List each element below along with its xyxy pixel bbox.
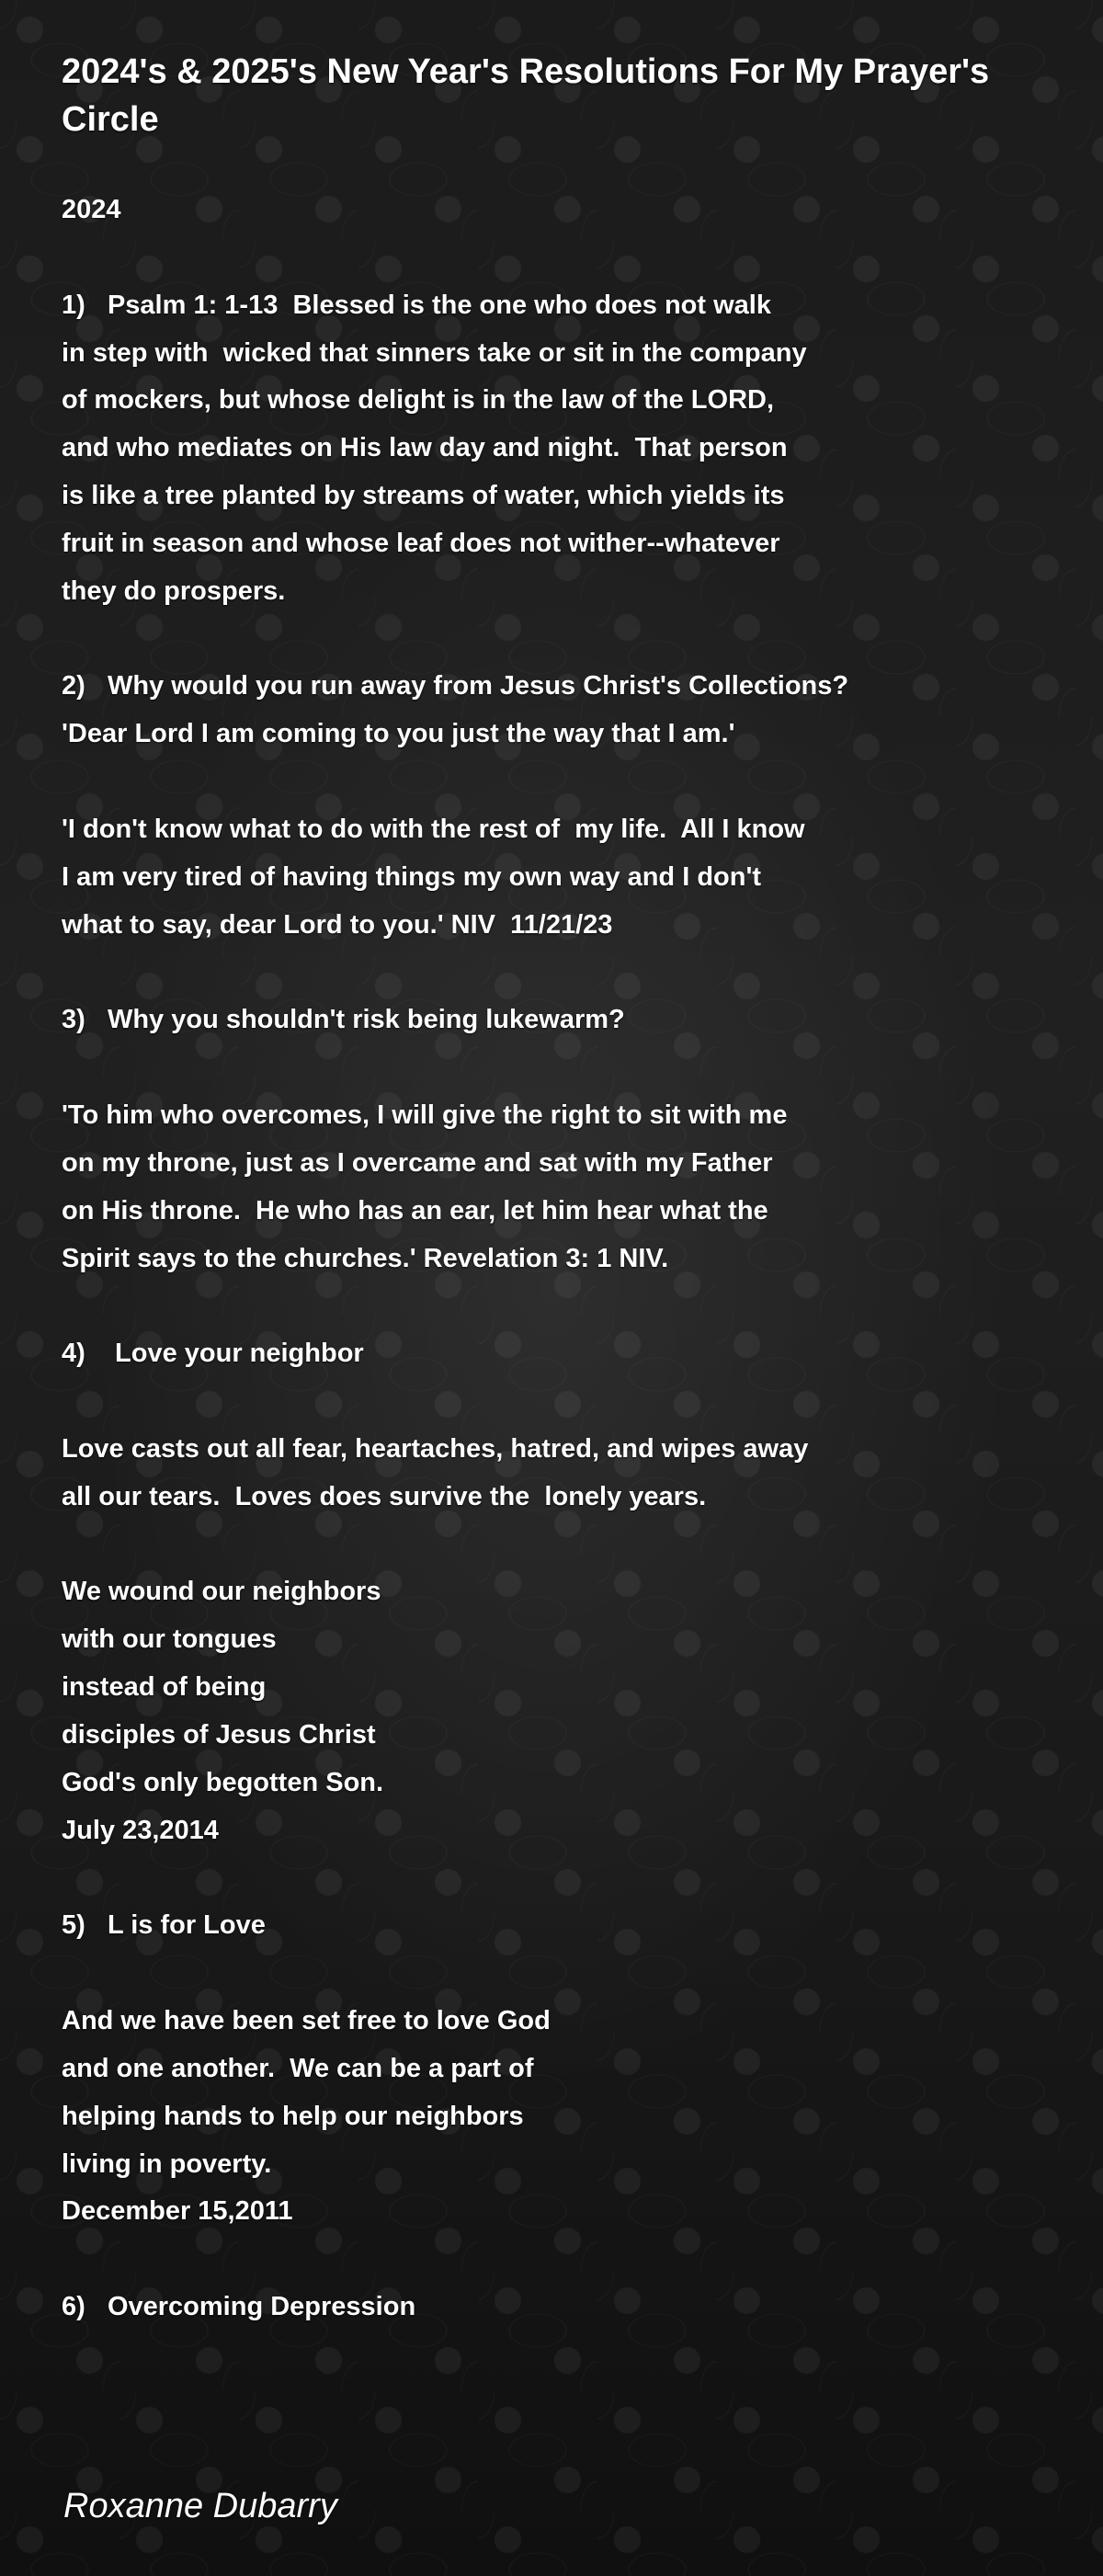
poem-line: and one another. We can be a part of — [62, 2053, 534, 2083]
stanza-break — [62, 616, 1073, 664]
poem-body — [62, 187, 1073, 2331]
poem-line: 6) Overcoming Depression — [62, 2292, 416, 2322]
poem-line: July 23,2014 — [62, 1815, 219, 1845]
poem-line: with our tongues — [62, 1624, 277, 1655]
poem-line: helping hands to help our neighbors — [62, 2101, 524, 2131]
poem-line: 5) L is for Love — [62, 1910, 266, 1941]
stanza-break — [62, 234, 1073, 282]
poem-line: Love casts out all fear, heartaches, hatred, and wipes away — [62, 1433, 809, 1464]
poem-line: 'I don't know what to do with the rest of my life. All I know — [62, 814, 805, 844]
poem-line: in step with wicked that sinners take or sit in the company — [62, 337, 807, 368]
poem-line: God's only begotten Son. — [62, 1767, 384, 1797]
poem-line: on His throne. He who has an ear, let him hear what the — [62, 1195, 768, 1225]
stanza-break — [62, 1044, 1073, 1092]
poem-line: all our tears. Loves does survive the lonely years. — [62, 1481, 707, 1511]
poem-line: 'Dear Lord I am coming to you just the way that I am.' — [62, 719, 735, 749]
poem-line: And we have been set free to love God — [62, 2006, 551, 2036]
stanza-break — [62, 1282, 1073, 1330]
stanza-break — [62, 1855, 1073, 1903]
poem-line: and who mediates on His law day and night. That person — [62, 433, 788, 463]
poem-line: of mockers, but whose delight is in the law of the LORD, — [62, 385, 775, 416]
stanza-break — [62, 2236, 1073, 2284]
poem-line: is like a tree planted by streams of water, which yields its — [62, 481, 785, 511]
poem-line: December 15,2011 — [62, 2196, 293, 2227]
poem-line: 4) Love your neighbor — [62, 1339, 364, 1369]
poem-line: Spirit says to the churches.' Revelation 3: 1 NIV. — [62, 1243, 669, 1273]
poem-line: 2024 — [62, 195, 121, 224]
poem-line: 1) Psalm 1: 1-13 Blessed is the one who does not walk — [62, 290, 771, 320]
poem-line: living in poverty. — [62, 2149, 272, 2179]
poem-line: I am very tired of having things my own way and I don't — [62, 861, 762, 892]
stanza-break — [62, 950, 1073, 997]
poem-title: 2024's & 2025's New Year's Resolutions For My Prayer's Circle — [62, 52, 990, 139]
stanza-break — [62, 1522, 1073, 1569]
poem-line: instead of being — [62, 1672, 267, 1703]
poem-line: disciples of Jesus Christ — [62, 1720, 376, 1750]
author-name: Roxanne Dubarry — [63, 2487, 337, 2525]
poem-line: what to say, dear Lord to you.' NIV 11/21/23 — [62, 909, 613, 940]
stanza-break — [62, 1950, 1073, 1998]
stanza-break — [62, 1378, 1073, 1426]
poem-line: 3) Why you shouldn't risk being lukewarm? — [62, 1005, 625, 1035]
poem-line: We wound our neighbors — [62, 1577, 381, 1607]
poem-line: fruit in season and whose leaf does not wither--whatever — [62, 528, 780, 558]
poem-line: they do prospers. — [62, 576, 286, 606]
stanza-break — [62, 758, 1073, 806]
poem-line: 'To him who overcomes, I will give the right to sit with me — [62, 1100, 788, 1131]
poem-line: on my throne, just as I overcame and sat with my Father — [62, 1147, 773, 1178]
poem-line: 2) Why would you run away from Jesus Christ's Collections? — [62, 671, 849, 701]
